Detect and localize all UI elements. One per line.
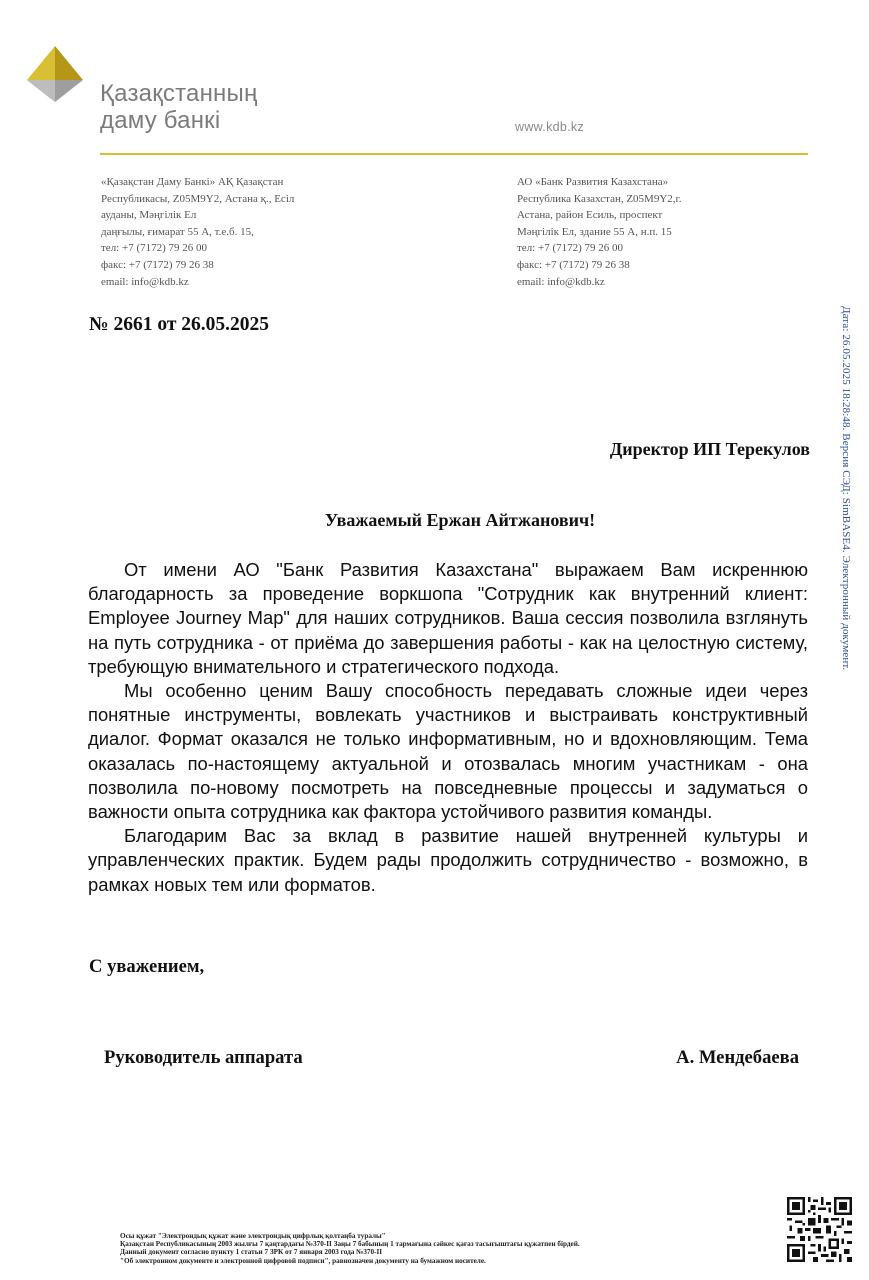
address-russian <box>517 174 777 290</box>
bank-name <box>100 80 257 134</box>
website-link[interactable]: www.kdb.kz <box>515 120 584 134</box>
footer-line: Қазақстан Республикасының 2003 жылғы 7 қаңтардағы №370-II Заңы 7 бабының 1 тармағына сәйкес қағаз тасығыштағы құжатпен бірдей. <box>120 1240 580 1249</box>
address-phone: тел: +7 (7172) 79 26 00 <box>517 242 624 255</box>
address-email: email: info@kdb.kz <box>517 275 605 288</box>
footer-legal-note <box>120 1232 580 1265</box>
signatory-name: А. Мендебаева <box>676 1047 799 1068</box>
address-line: «Қазақстан Даму Банкі» АҚ Қазақстан <box>101 176 284 188</box>
address-fax: факс: +7 (7172) 79 26 38 <box>101 258 214 271</box>
address-line: АО «Банк Развития Казахстана» <box>517 176 669 188</box>
footer-line: Осы құжат "Электрондық құжат және электрондық цифрлық қолтаңба туралы" <box>120 1232 386 1240</box>
address-line: Республикасы, Z05M9Y2, Астана қ., Есіл <box>101 192 295 205</box>
address-line: даңғылы, ғимарат 55 А, т.е.б. 15, <box>101 225 254 238</box>
closing: С уважением, <box>89 956 205 977</box>
address-phone: тел: +7 (7172) 79 26 00 <box>101 242 208 255</box>
address-line: ауданы, Мәңгілік Ел <box>101 209 197 222</box>
paragraph: От имени АО "Банк Развития Казахстана" выражаем Вам искреннюю благодарность за проведение воркшопа "Сотрудник как внутренний клиент: Employee Journey Map" для наших сотрудников. Ваша сессия позволила взглянуть на путь сотрудника - от приёма до завершения работы - как на целостную систему, требующую внимательного и стратегического подхода. <box>88 559 808 677</box>
bank-name-line1: Қазақстанның <box>100 80 258 107</box>
paragraph: Благодарим Вас за вклад в развитие нашей внутренней культуры и управленческих практик. Будем рады продолжить сотрудничество - возможно, в рамках новых тем или форматов. <box>88 825 808 895</box>
qr-code-icon <box>787 1197 852 1262</box>
footer-line: Данный документ согласно пункту 1 статьи 7 ЗРК от 7 января 2003 года №370-II <box>120 1248 383 1257</box>
paragraph: Мы особенно ценим Вашу способность передавать сложные идеи через понятные инструменты, вовлекать участников и выстраивать конструктивный диалог. Формат оказался не только информативным, но и вдохновляющим. Тема оказалась по-настоящему актуальной и отозвалась многим участникам - она позволила по-новому посмотреть на повседневные процессы и задуматься о важности опыта сотрудника как фактора устойчивого развития команды. <box>88 680 808 823</box>
recipient: Директор ИП Терекулов <box>609 439 810 459</box>
address-email: email: info@kdb.kz <box>101 275 189 288</box>
salutation: Уважаемый Ержан Айтжанович! <box>324 510 596 530</box>
footer-line: "Об электронном документе и электронной цифровой подписи", равнозначен документу на бумажном носителе. <box>120 1256 486 1265</box>
address-line: Мәңгілік Ел, здание 55 А, н.п. 15 <box>517 225 672 238</box>
document-number: № 2661 от 26.05.2025 <box>89 314 270 335</box>
address-line: Астана, район Есиль, проспект <box>517 209 663 222</box>
electronic-document-stamp: Дата: 26.05.2025 18:28:48. Версия СЭД: SimBASE4. Электронный документ. <box>840 306 852 671</box>
address-fax: факс: +7 (7172) 79 26 38 <box>517 258 630 271</box>
address-line: Республика Казахстан, Z05M9Y2,г. <box>517 192 682 205</box>
header-divider <box>100 153 808 155</box>
letter-body <box>88 558 808 897</box>
signatory-title: Руководитель аппарата <box>104 1047 303 1068</box>
bank-logo-icon <box>27 46 83 102</box>
address-kazakh <box>101 174 361 290</box>
bank-name-line2: даму банкі <box>100 107 221 134</box>
